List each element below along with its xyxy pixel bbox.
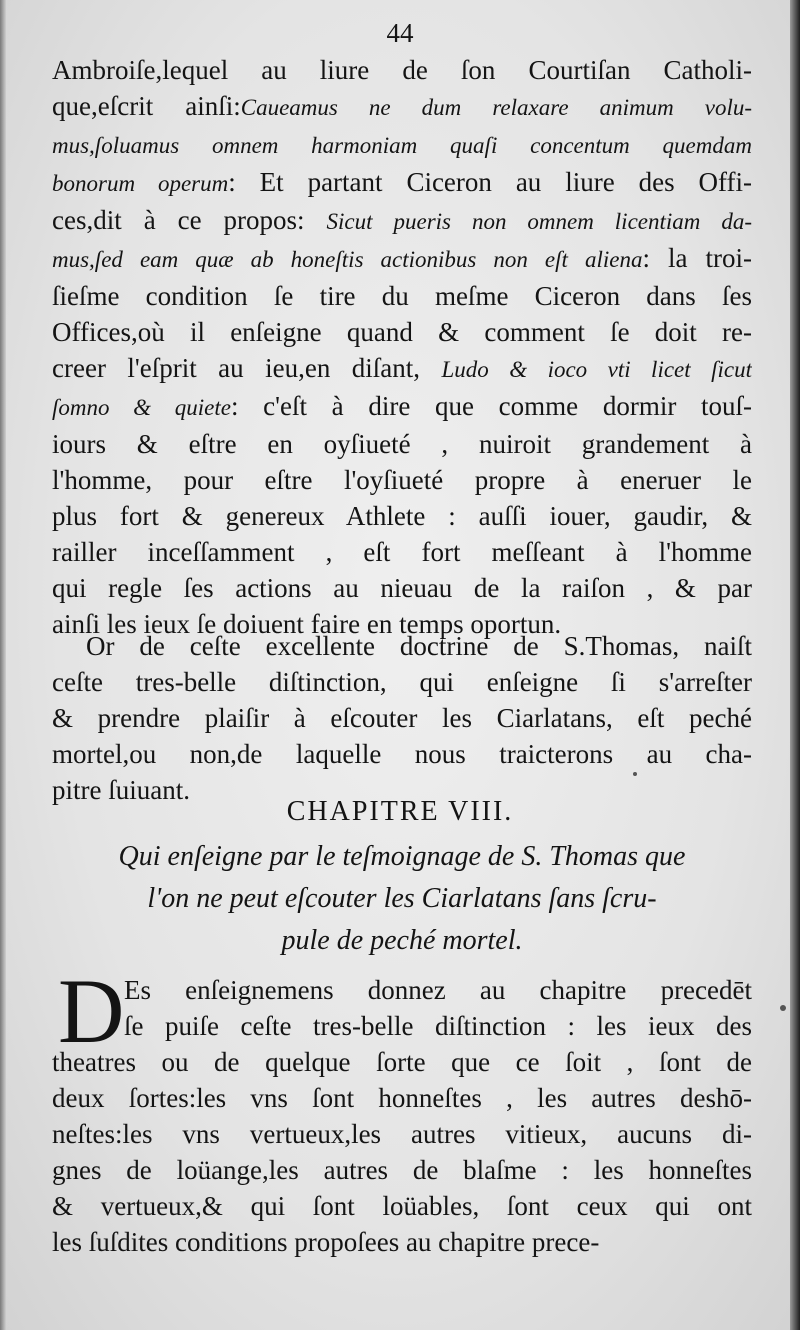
roman-text: & prendre plaiſir à eſcouter les Ciarlatans, eſt peché — [52, 703, 752, 733]
italic-text: Caueamus ne dum relaxare animum volu- — [240, 95, 752, 120]
text-line — [52, 1152, 752, 1188]
subtitle-line: l'on ne peut eſcouter les Ciarlatans ſans ſcru- — [147, 883, 657, 914]
text-line — [52, 534, 752, 570]
roman-text: que,eſcrit ainſi: — [52, 91, 241, 121]
roman-text: ſieſme condition ſe tire du meſme Ciceron dans ſes — [52, 281, 752, 311]
chapter-heading: CHAPITRE VIII. — [286, 796, 514, 827]
roman-text: ceſte tres-belle diſtinction, qui enſeigne ſi s'arreſter — [52, 667, 752, 697]
italic-text: mus,ſoluamus omnem harmoniam quaſi concentum quemdam — [52, 133, 752, 158]
roman-text: & vertueux,& qui ſont loüables, ſont ceux qui ont — [52, 1191, 752, 1221]
roman-text: gnes de loüange,les autres de blaſme : les honneſtes — [52, 1155, 752, 1185]
subtitle-line: pule de peché mortel. — [281, 925, 523, 956]
roman-text: Es enſeignemens donnez au chapitre precedēt — [124, 975, 752, 1005]
text-line — [52, 388, 752, 426]
ink-speck — [780, 1005, 786, 1011]
roman-text: ainſi les ieux ſe doiuent faire en temps oportun. — [52, 609, 562, 639]
roman-text: Or de ceſte excellente doctrine de S.Thomas, naiſt — [86, 631, 752, 661]
text-line — [52, 736, 752, 772]
text-line — [52, 628, 752, 664]
text-line — [52, 164, 752, 202]
paragraph-1 — [52, 52, 752, 642]
italic-text: mus,ſed eam quæ ab honeſtis actionibus non eſt aliena — [52, 247, 643, 272]
italic-text: Ludo & ioco vti licet ſicut — [441, 357, 752, 382]
roman-text: Ambroiſe,lequel au liure de ſon Courtiſan Catholi- — [52, 55, 752, 85]
text-line — [52, 972, 752, 1008]
text-line — [52, 1116, 752, 1152]
roman-text: ces,dit à ce propos: — [52, 205, 327, 235]
text-line — [52, 202, 752, 240]
chapter-subtitle — [52, 836, 752, 962]
text-line — [52, 498, 752, 534]
text-line — [52, 88, 752, 126]
text-line — [52, 1008, 752, 1044]
page-number: 44 — [386, 18, 414, 48]
text-line — [52, 350, 752, 388]
roman-text: deux ſortes:les vns ſont honneſtes , les autres deshō- — [52, 1083, 752, 1113]
subtitle-line: Qui enſeigne par le teſmoignage de S. Thomas que — [118, 841, 686, 872]
text-line — [52, 240, 752, 278]
roman-text: : c'eſt à dire que comme dormir touſ- — [230, 391, 752, 421]
italic-text: ſomno & quiete — [52, 395, 231, 420]
text-line — [52, 126, 752, 164]
paragraph-3 — [52, 960, 752, 1260]
roman-text: neſtes:les vns vertueux,les autres vitieux, aucuns di- — [52, 1119, 752, 1149]
roman-text: : la troi- — [642, 243, 752, 273]
page-left-shadow — [0, 0, 6, 1330]
text-line — [52, 570, 752, 606]
roman-text: mortel,ou non,de laquelle nous traicterons au cha- — [52, 739, 752, 769]
roman-text: l'homme, pour eſtre l'oyſiueté propre à eneruer le — [52, 465, 752, 495]
text-line — [52, 52, 752, 88]
text-line — [52, 700, 752, 736]
roman-text: pitre ſuiuant. — [52, 775, 190, 805]
roman-text: iours & eſtre en oyſiueté , nuiroit grandement à — [52, 429, 752, 459]
roman-text: ſe puiſe ceſte tres-belle diſtinction : les ieux des — [124, 1011, 752, 1041]
text-line — [52, 1080, 752, 1116]
text-line — [52, 1044, 752, 1080]
roman-text: Offices,où il enſeigne quand & comment ſe doit re- — [52, 317, 752, 347]
text-line — [52, 314, 752, 350]
drop-cap: D — [58, 960, 125, 1062]
text-line — [52, 426, 752, 462]
roman-text: creer l'eſprit au ieu,en diſant, — [52, 353, 442, 383]
roman-text: les ſuſdites conditions propoſees au chapitre prece- — [52, 1227, 600, 1257]
roman-text: railler inceſſamment , eſt fort meſſeant à l'homme — [52, 537, 752, 567]
text-line — [52, 1188, 752, 1224]
roman-text: : Et partant Ciceron au liure des Offi- — [228, 167, 752, 197]
roman-text: qui regle ſes actions au nieuau de la raiſon , & par — [52, 573, 752, 603]
ink-speck — [633, 772, 637, 776]
roman-text: theatres ou de quelque ſorte que ce ſoit , ſont de — [52, 1047, 752, 1077]
paragraph-2 — [52, 628, 752, 808]
text-line — [52, 664, 752, 700]
italic-text: Sicut pueris non omnem licentiam da- — [326, 209, 752, 234]
roman-text: plus fort & genereux Athlete : auſſi iouer, gaudir, & — [52, 501, 752, 531]
page-right-edge — [790, 0, 800, 1330]
italic-text: bonorum operum — [52, 171, 229, 196]
text-line — [52, 1224, 752, 1260]
text-line — [52, 278, 752, 314]
text-line — [52, 462, 752, 498]
